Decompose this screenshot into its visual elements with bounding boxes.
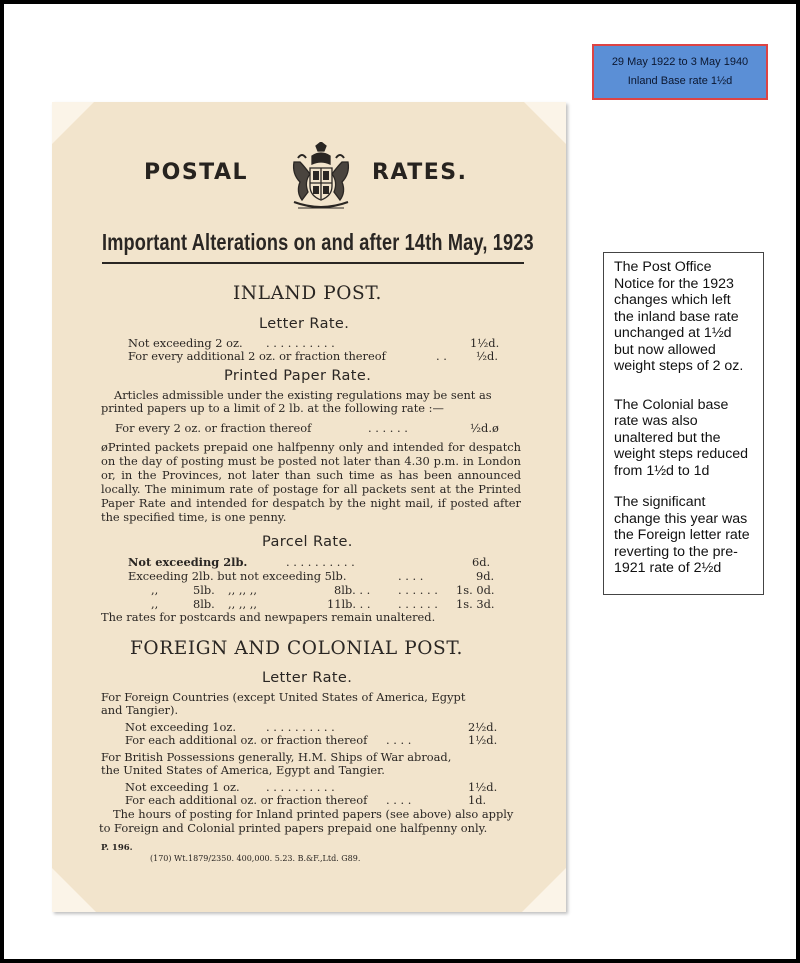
- annotation-paragraph-3: The significant change this year was the Foreign letter rate reverting to the pre-1921 rate of 2½d: [614, 494, 750, 576]
- album-page: [4, 4, 796, 959]
- leader-dots: . . . .: [398, 569, 424, 583]
- ditto-mark: ,,: [151, 583, 159, 597]
- rate-value: ½d.ø: [470, 421, 499, 435]
- rate-value: 1½d.: [468, 733, 498, 747]
- royal-coat-of-arms-icon: [288, 142, 354, 214]
- title-postal: POSTAL: [144, 160, 249, 185]
- ditto-mark: ,,: [151, 597, 159, 611]
- photo-corner: [52, 102, 94, 144]
- rate-label: For every 2 oz. or fraction thereof: [115, 421, 312, 435]
- leader-dots: . .: [436, 349, 447, 363]
- rate-label: Not exceeding 1oz.: [125, 720, 236, 734]
- annotation-box: [603, 252, 764, 595]
- rate-period-box: [592, 44, 768, 100]
- rate-value: 2½d.: [468, 720, 498, 734]
- title-rates: RATES.: [372, 160, 468, 185]
- weight-from: 5lb.: [193, 583, 215, 597]
- foreign-letter-rate-heading: Letter Rate.: [262, 670, 353, 686]
- leader-dots: . . . . . .: [398, 583, 438, 597]
- rate-value: 6d.: [472, 555, 491, 569]
- photo-corner: [524, 102, 566, 144]
- printed-paper-intro-line2: printed papers up to a limit of 2 lb. at the following rate :—: [101, 401, 444, 415]
- leader-dots: . . . . . . . . . .: [266, 780, 335, 794]
- rate-value: 1s. 0d.: [456, 583, 495, 597]
- inland-letter-rate-heading: Letter Rate.: [259, 316, 350, 332]
- postal-rates-notice: [52, 102, 566, 912]
- rate-value: 1s. 3d.: [456, 597, 495, 611]
- rate-value: ½d.: [476, 349, 498, 363]
- rate-value: 1½d.: [468, 780, 498, 794]
- leader-dots: . . . . . .: [368, 421, 408, 435]
- rate-value: 1½d.: [470, 336, 500, 350]
- weight-to: 11lb. . .: [327, 597, 371, 611]
- heading-underline: [102, 262, 524, 264]
- leader-dots: . . . .: [386, 733, 412, 747]
- leader-dots: . . . . . . . . . .: [266, 336, 335, 350]
- printer-imprint: (170) Wt.1879/2350. 400,000. 5.23. B.&F.,Ltd. G89.: [150, 854, 361, 863]
- printed-paper-intro-line1: Articles admissible under the existing regulations may be sent as: [114, 388, 492, 402]
- leader-dots: . . . . . . . . . .: [266, 720, 335, 734]
- weight-from: 8lb.: [193, 597, 215, 611]
- rate-label: For each additional oz. or fraction thereof: [125, 733, 368, 747]
- foreign-intro-line2: and Tangier).: [101, 703, 179, 717]
- rate-value: 1d.: [468, 793, 487, 807]
- british-possessions-line1: For British Possessions generally, H.M. Ships of War abroad,: [101, 750, 452, 764]
- printed-paper-footnote: øPrinted packets prepaid one halfpenny only and intended for despatch on the day of posting must be posted not later than 4.30 p.m. in London or, in the Provinces, not later than such time as has been announced locally. The minimum rate of postage for all packets sent at the Printed Paper Rate and intended for despatch by the night mail, if posted after the specified time, is one penny.: [101, 440, 521, 524]
- postcards-note: The rates for postcards and newpapers remain unaltered.: [101, 610, 436, 624]
- rate-period-dates: 29 May 1922 to 3 May 1940: [611, 56, 749, 68]
- photo-corner: [52, 868, 96, 912]
- annotation-paragraph-1: The Post Office Notice for the 1923 changes which left the inland base rate unchanged at 1½d but now allowed weight steps of 2 oz.: [614, 259, 744, 374]
- rate-label: For each additional oz. or fraction thereof: [125, 793, 368, 807]
- photo-corner: [522, 868, 566, 912]
- rate-label: Not exceeding 2 oz.: [128, 336, 243, 350]
- rate-value: 9d.: [476, 569, 495, 583]
- rate-label: Not exceeding 1 oz.: [125, 780, 240, 794]
- printed-paper-rate-heading: Printed Paper Rate.: [224, 368, 372, 384]
- ditto-marks: ,, ,, ,,: [228, 597, 257, 611]
- foreign-colonial-heading: FOREIGN AND COLONIAL POST.: [130, 638, 464, 659]
- posting-hours-line2: to Foreign and Colonial printed papers prepaid one halfpenny only.: [99, 821, 488, 835]
- leader-dots: . . . . . . . . . .: [286, 555, 355, 569]
- alterations-heading: Important Alterations on and after 14th May, 1923: [102, 229, 534, 255]
- ditto-marks: ,, ,, ,,: [228, 583, 257, 597]
- inland-post-heading: INLAND POST.: [233, 283, 383, 304]
- leader-dots: . . . .: [386, 793, 412, 807]
- leader-dots: . . . . . .: [398, 597, 438, 611]
- parcel-rate-heading: Parcel Rate.: [262, 534, 353, 550]
- form-number: P. 196.: [101, 843, 133, 853]
- inland-base-rate: Inland Base rate 1½d: [627, 75, 733, 87]
- weight-to: 8lb. . .: [334, 583, 371, 597]
- posting-hours-line1: The hours of posting for Inland printed papers (see above) also apply: [113, 807, 514, 821]
- foreign-intro-line1: For Foreign Countries (except United States of America, Egypt: [101, 690, 466, 704]
- annotation-paragraph-2: The Colonial base rate was also unaltered but the weight steps reduced from 1½d to 1d: [614, 396, 749, 479]
- british-possessions-line2: the United States of America, Egypt and Tangier.: [101, 763, 385, 777]
- rate-label: Not exceeding 2lb.: [128, 555, 248, 569]
- rate-label: For every additional 2 oz. or fraction thereof: [128, 349, 386, 363]
- rate-label: Exceeding 2lb. but not exceeding 5lb.: [128, 569, 347, 583]
